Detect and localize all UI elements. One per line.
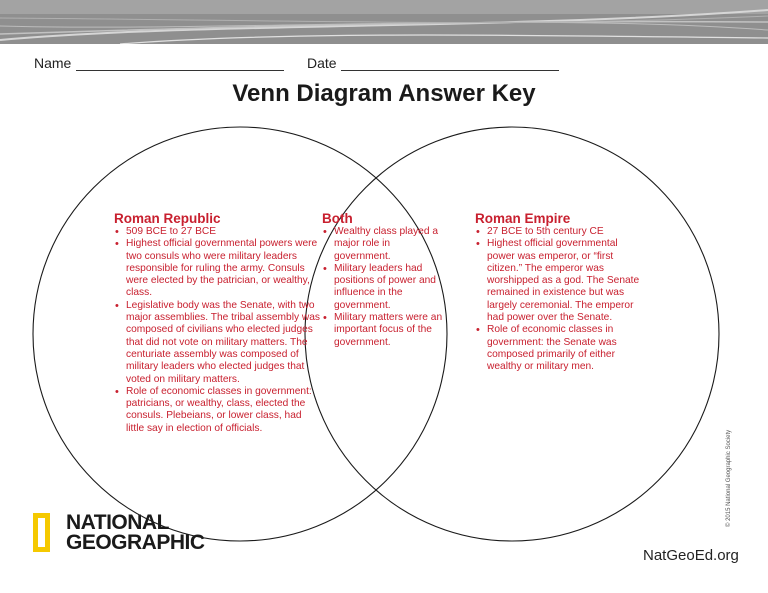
list-item: • Role of economic classes in government: the Senate was composed primarily of either wealthy or military men.	[487, 324, 645, 373]
list-item: • 27 BCE to 5th century CE	[487, 226, 645, 238]
region-roman-empire	[475, 211, 645, 374]
list-item: • Highest official governmental power was emperor, or “first citizen.” The emperor was worshipped as a god. The Senate remained in existence but was largely ceremonial. The emperor had power over the Senate.	[487, 238, 645, 324]
website-link[interactable]: NatGeoEd.org	[643, 547, 739, 564]
region-heading-both: Both	[322, 211, 353, 226]
list-item: • Wealthy class played a major role in government.	[334, 226, 449, 263]
list-item: • 509 BCE to 27 BCE	[126, 226, 320, 238]
logo-line-geographic: GEOGRAPHIC	[66, 531, 205, 554]
nat-geo-logo	[66, 513, 205, 553]
nat-geo-logo-icon	[33, 513, 50, 552]
region-roman-republic	[114, 211, 320, 435]
region-heading-empire: Roman Empire	[475, 211, 571, 226]
empire-list	[475, 226, 645, 374]
republic-list	[114, 226, 320, 435]
list-item: • Military matters were an important focus of the government.	[334, 312, 449, 349]
copyright-notice: © 2015 National Geographic Society	[726, 429, 732, 527]
region-both	[322, 211, 449, 349]
list-item: • Legislative body was the Senate, with two major assemblies. The tribal assembly was composed of civilians who elected judges that did not vote on military matters. The centuriate assembly was composed of military leaders who elected judges that voted on military matters.	[126, 300, 320, 386]
name-label: Name	[34, 55, 72, 71]
list-item: • Highest official governmental powers were two consuls who were military leaders responsible for ruling the army. Consuls were elected by the patrician, or wealthy, class.	[126, 238, 320, 299]
region-heading-republic: Roman Republic	[114, 211, 221, 226]
page-title: Venn Diagram Answer Key	[232, 80, 536, 107]
both-list	[322, 226, 449, 349]
logo-line-national: NATIONAL	[66, 511, 169, 534]
date-label: Date	[307, 55, 337, 71]
list-item: • Military leaders had positions of power and influence in the government.	[334, 263, 449, 312]
list-item: • Role of economic classes in government: patricians, or wealthy, class, elected the consuls. Plebeians, or lower class, had little say in election of officials.	[126, 386, 320, 435]
